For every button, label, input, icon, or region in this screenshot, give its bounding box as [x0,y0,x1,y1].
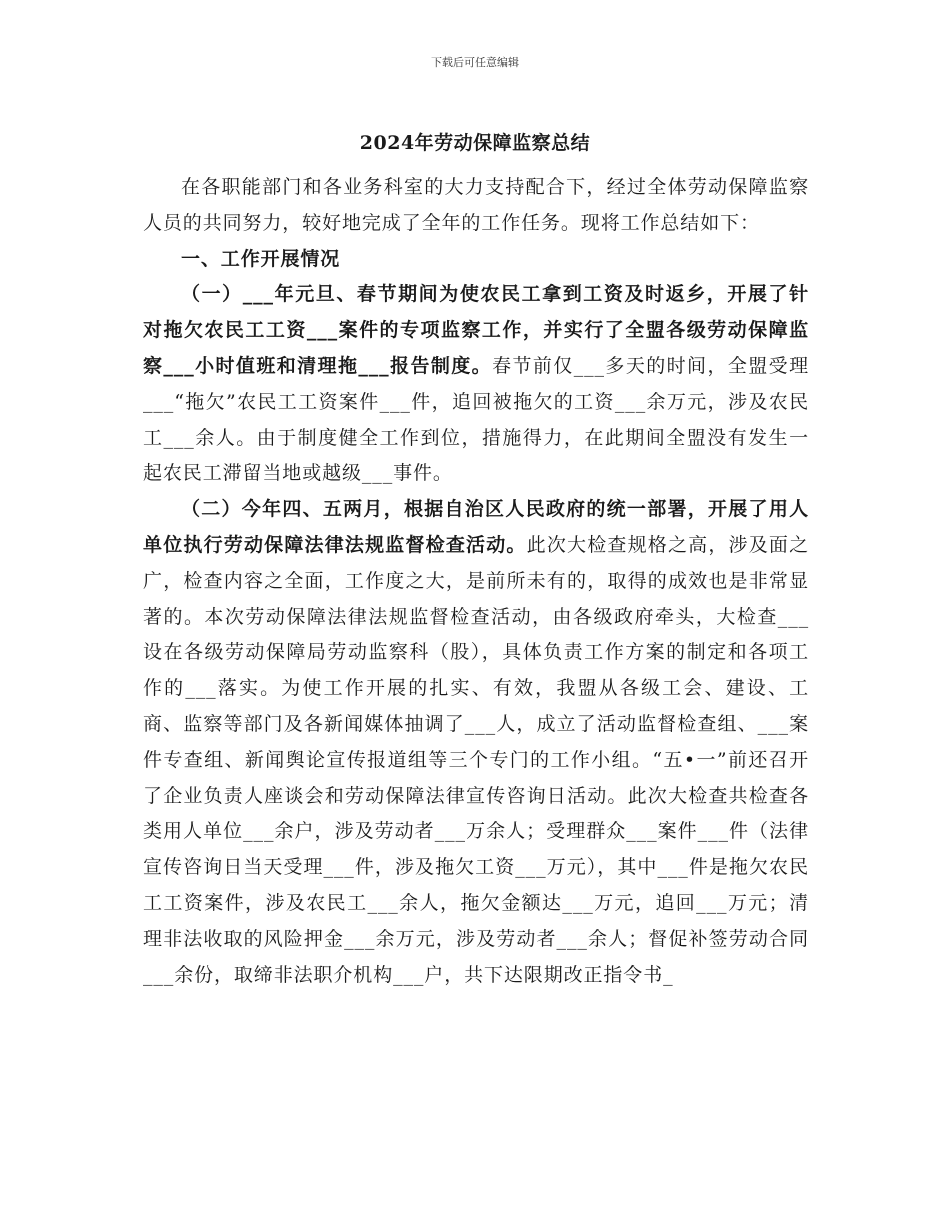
item-1-text: 春节前仅___多天的时间，全盟受理___“拖欠”农民工工资案件___件，追回被拖欠的工资___余万元，涉及农民工___余人。由于制度健全工作到位，措施得力，在此期间全盟没有发生一起农民工滞留当地或越级___事件。 [143,354,809,485]
page-header-note: 下载后可任意编辑 [431,56,519,69]
item-1-lead: （一）___年元旦、春节期间为使农民工拿到工资及时返乡，开展了针对拖欠农民工工资___案件的专项监察工作，并实行了全盟各级劳动保障监察___小时值班和清理拖___报告制度。 [143,283,809,377]
item-1-paragraph [143,277,809,492]
document-title: 2024年劳动保障监察总结 [359,132,591,154]
item-2-lead: （二）今年四、五两月，根据自治区人民政府的统一部署，开展了用人单位执行劳动保障法律法规监督检查活动。 [143,498,809,556]
item-2-text: 此次大检查规格之高，涉及面之广，检查内容之全面，工作度之大，是前所未有的，取得的成效也是非常显著的。本次劳动保障法律法规监督检查活动，由各级政府牵头，大检查___设在各级劳动保障局劳动监察科（股），具体负责工作方案的制定和各项工作的___落实。为使工作开展的扎实、有效，我盟从各级工会、建设、工商、监察等部门及各新闻媒体抽调了___人，成立了活动监督检查组、___案件专查组、新闻舆论宣传报道组等三个专门的工作小组。“五•一”前还召开了企业负责人座谈会和劳动保障法律宣传咨询日活动。此次大检查共检查各类用人单位___余户，涉及劳动者___万余人；受理群众___案件___件（法律宣传咨询日当天受理___件，涉及拖欠工资___万元），其中___件是拖欠农民工工资案件，涉及农民工___余人，拖欠金额达___万元，追回___万元；清理非法收取的风险押金___余万元，涉及劳动者___余人；督促补签劳动合同___余份，取缔非法职介机构___户，共下达限期改正指令书_ [143,533,809,986]
document-body [143,170,809,993]
section-heading: 一、工作开展情况 [181,247,341,270]
item-2-paragraph [143,492,809,993]
intro-paragraph: 在各职能部门和各业务科室的大力支持配合下，经过全体劳动保障监察人员的共同努力，较好地完成了全年的工作任务。现将工作总结如下： [143,176,809,234]
